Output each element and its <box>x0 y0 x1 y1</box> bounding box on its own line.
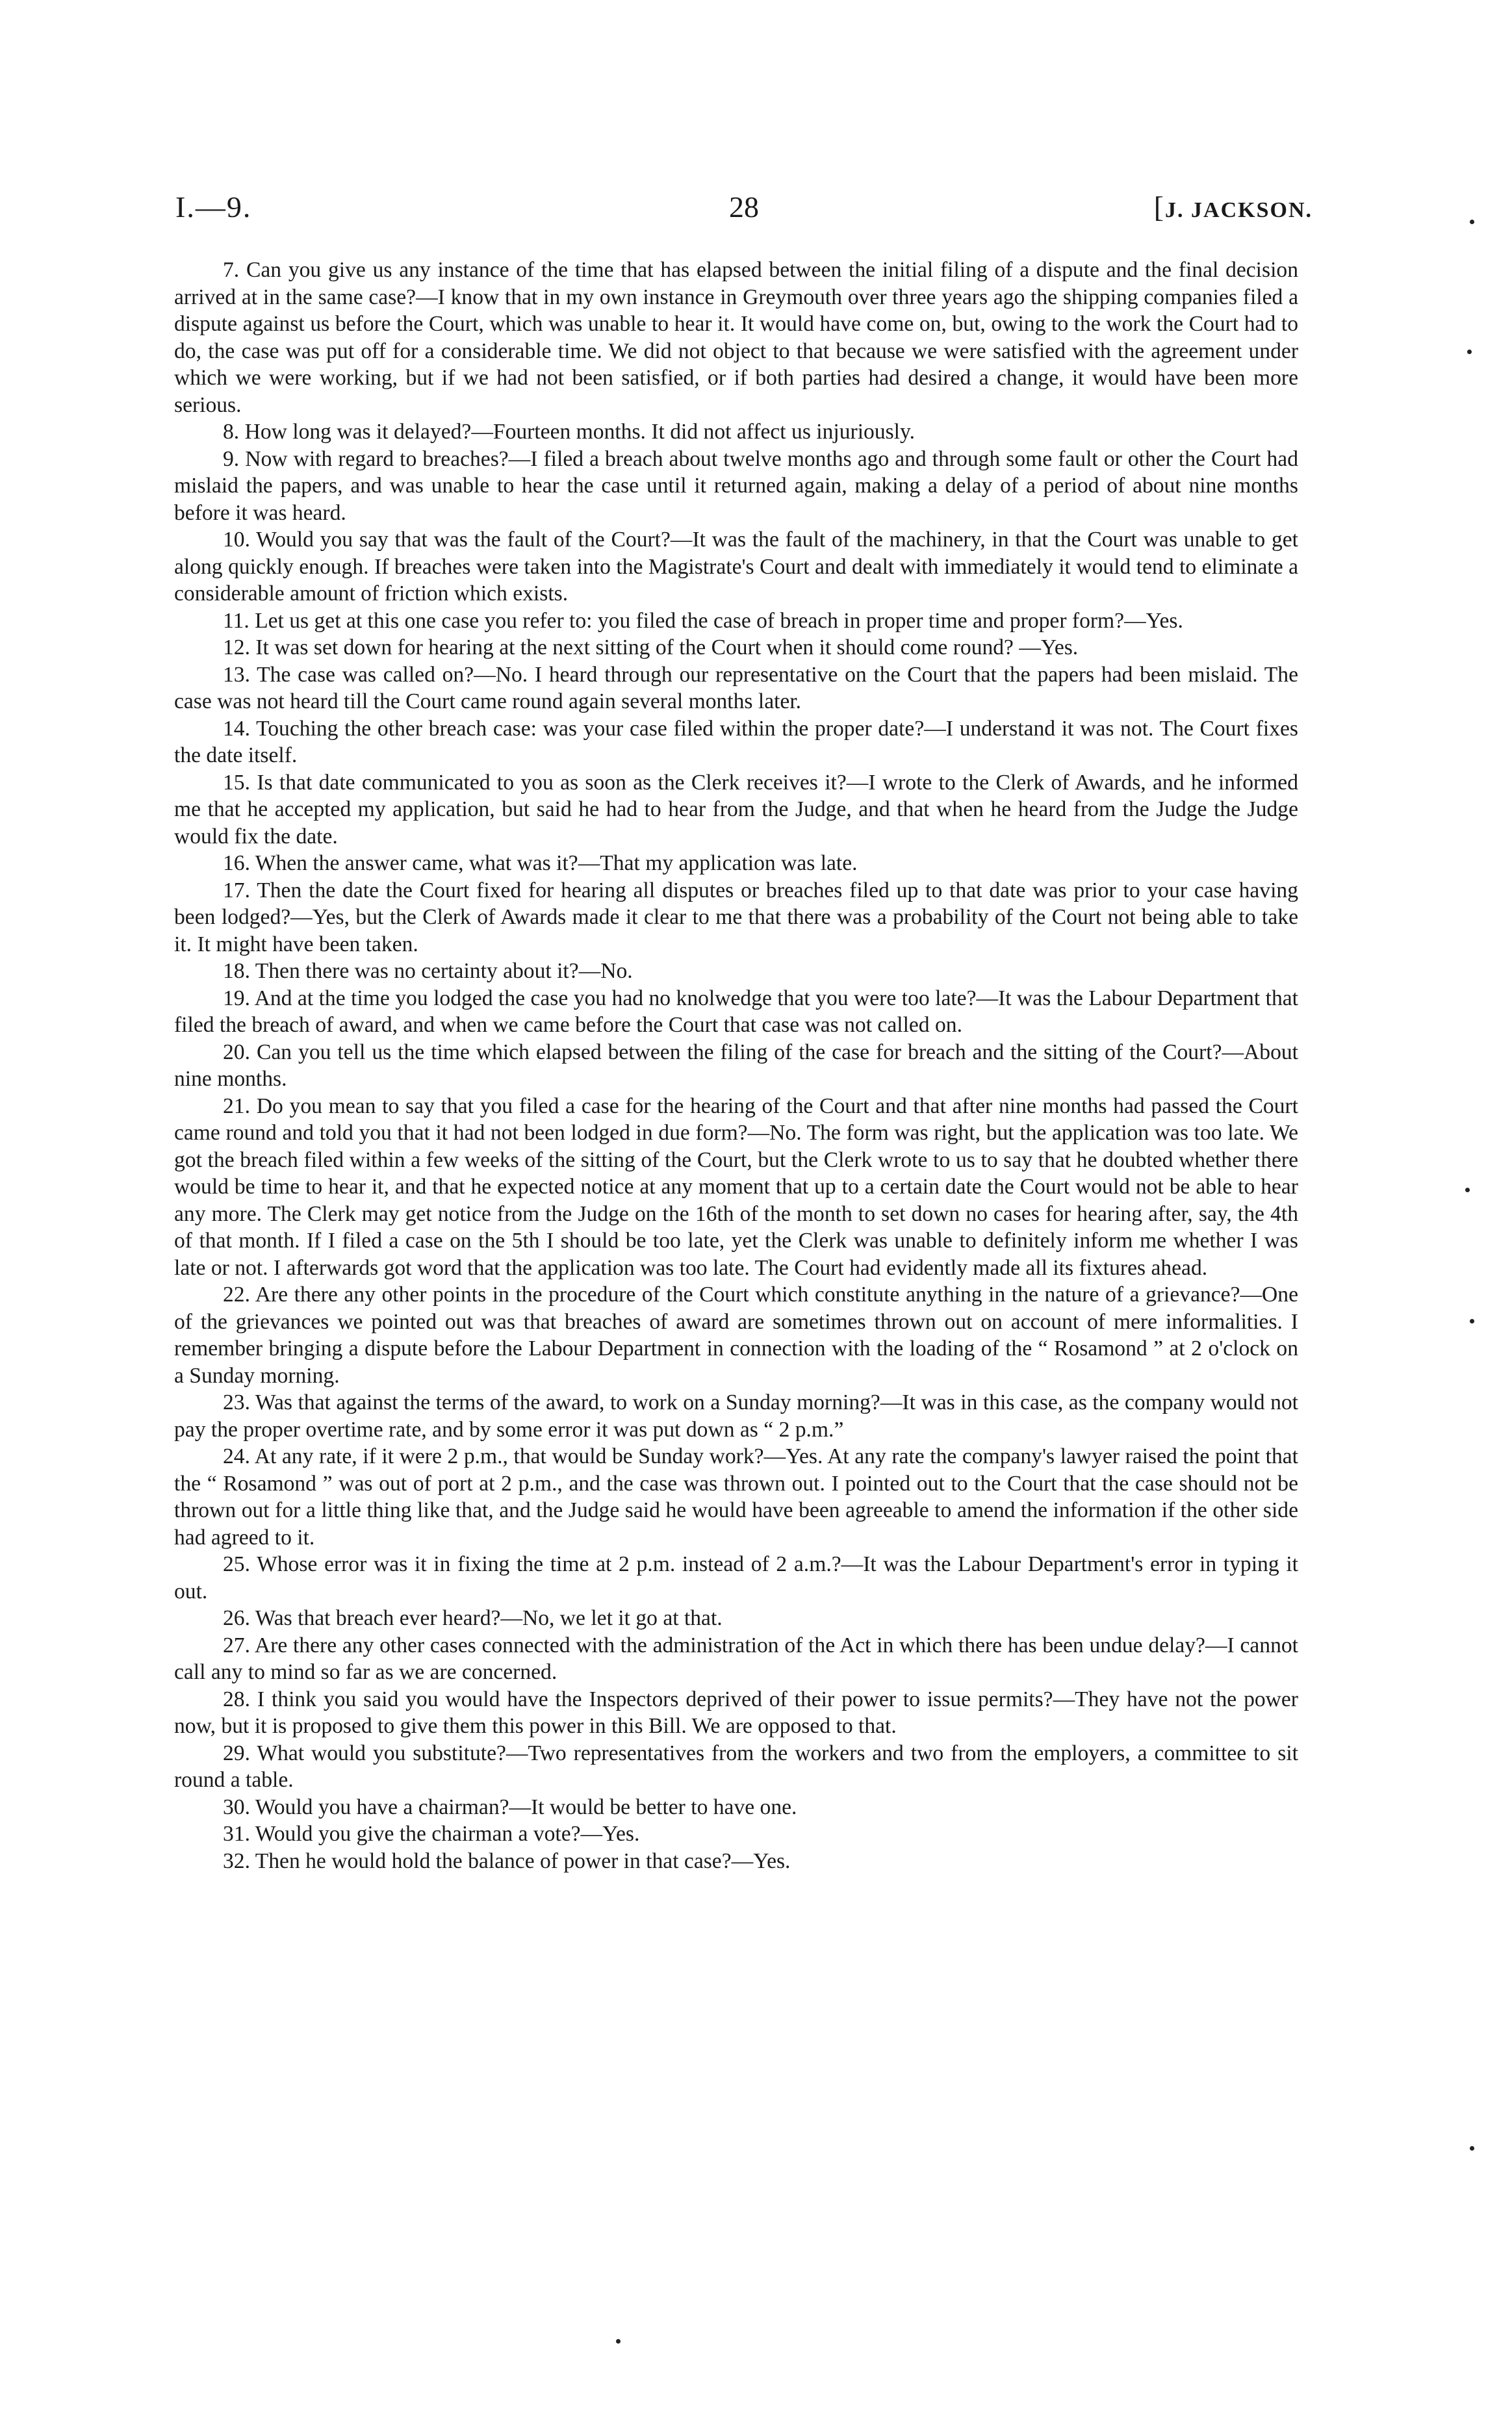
testimony-paragraph: 30. Would you have a chairman?—It would be better to have one. <box>223 1795 797 1819</box>
testimony-paragraph: 20. Can you tell us the time which elapsed between the filing of the case for breach and the sitting of the Court?—About nine months. <box>174 1040 1298 1091</box>
testimony-paragraph: 19. And at the time you lodged the case you had no knolwedge that you were too late?—It was the Labour Department that filed the breach of award, and when we came before the Court that case was not called on. <box>174 986 1298 1037</box>
scan-speck <box>1470 1319 1474 1324</box>
testimony-paragraph: 12. It was set down for hearing at the next sitting of the Court when it should come round? —Yes. <box>223 635 1079 659</box>
testimony-paragraph: 26. Was that breach ever heard?—No, we let it go at that. <box>223 1606 723 1630</box>
testimony-paragraph: 9. Now with regard to breaches?—I filed a breach about twelve months ago and through some fault or other the Court had mislaid the papers, and was unable to hear the case until it returned again, making a delay of a period of about nine months before it was heard. <box>174 446 1298 525</box>
testimony-paragraph: 21. Do you mean to say that you filed a case for the hearing of the Court and that after nine months had passed the Court came round and told you that it had not been lodged in due form?—No. The form was right, but the application was too late. We got the breach filed within a few weeks of the sitting of the Court, but the Clerk wrote to us to say that he doubted whether there would be time to hear it, and that he expected notice at any moment that up to a certain date the Court would not be able to hear any more. The Clerk may get notice from the Judge on the 16th of the month to set down no cases for hearing after, say, the 4th of that month. If I filed a case on the 5th I should be too late, yet the Clerk was unable to definitely inform me whether I was late or not. I afterwards got word that the application was too late. The Court had evidently made all its fixtures ahead. <box>174 1093 1298 1280</box>
header-bracket: [ <box>1153 190 1166 224</box>
testimony-paragraph: 25. Whose error was it in fixing the time at 2 p.m. instead of 2 a.m.?—It was the Labour Department's error in typing it out. <box>174 1552 1298 1604</box>
scan-speck <box>1470 2146 1474 2151</box>
witness-name-text: J. JACKSON. <box>1165 198 1313 222</box>
testimony-paragraph: 24. At any rate, if it were 2 p.m., that would be Sunday work?—Yes. At any rate the company's lawyer raised the point that the “ Rosamond ” was out of port at 2 p.m., and the case was thrown out. I pointed out to the Court that the case should not be thrown out for a little thing like that, and the Judge said he would have been agreeable to amend the information if the other side had agreed to it. <box>174 1444 1298 1550</box>
testimony-paragraph: 17. Then the date the Court fixed for hearing all disputes or breaches filed up to that date was prior to your case having been lodged?—Yes, but the Clerk of Awards made it clear to me that there was a probability of the Court not being able to take it. It might have been taken. <box>174 878 1298 956</box>
scan-speck <box>1467 350 1472 354</box>
testimony-paragraph: 13. The case was called on?—No. I heard through our representative on the Court that the papers had been mislaid. The case was not heard till the Court came round again several months later. <box>174 662 1298 713</box>
witness-name <box>1154 190 1313 224</box>
testimony-paragraph: 28. I think you said you would have the Inspectors deprived of their power to issue permits?—They have not the power now, but it is proposed to give them this power in this Bill. We are opposed to that. <box>174 1687 1298 1738</box>
testimony-paragraph: 27. Are there any other cases connected with the administration of the Act in which there has been undue delay?—I cannot call any to mind so far as we are concerned. <box>174 1633 1298 1684</box>
scan-speck <box>616 2339 621 2344</box>
testimony-paragraph: 10. Would you say that was the fault of the Court?—It was the fault of the machinery, in that the Court was unable to get along quickly enough. If breaches were taken into the Magistrate's Court and dealt with immediately it would tend to eliminate a considerable amount of friction which exists. <box>174 528 1298 606</box>
page-number: 28 <box>729 190 759 224</box>
testimony-paragraph: 22. Are there any other points in the procedure of the Court which constitute anything in the nature of a grievance?—One of the grievances we pointed out was that breaches of award are sometimes thrown out on account of mere informalities. I remember bringing a dispute before the Labour Department in connection with the loading of the “ Rosamond ” at 2 o'clock on a Sunday morning. <box>174 1283 1298 1388</box>
testimony-body <box>174 257 1298 1874</box>
testimony-paragraph: 8. How long was it delayed?—Fourteen months. It did not affect us injuriously. <box>223 420 916 444</box>
testimony-paragraph: 11. Let us get at this one case you refer to: you filed the case of breach in proper time and proper form?—Yes. <box>223 608 1183 633</box>
paper-reference: I.—9. <box>175 190 252 224</box>
testimony-paragraph: 7. Can you give us any instance of the time that has elapsed between the initial filing of a dispute and the final decision arrived at in the same case?—I know that in my own instance in Greymouth over three years ago the shipping companies filed a dispute against us before the Court, which was unable to hear it. It would have come on, but, owing to the work the Court had to do, the case was put off for a considerable time. We did not object to that because we were satisfied with the agreement under which we were working, but if we had not been satisfied, or if both parties had desired a change, it would have been more serious. <box>174 258 1298 417</box>
testimony-paragraph: 23. Was that against the terms of the award, to work on a Sunday morning?—It was in this case, as the company would not pay the proper overtime rate, and by some error it was put down as “ 2 p.m.” <box>174 1390 1298 1442</box>
page-header <box>175 190 1313 229</box>
scan-speck <box>1470 220 1474 224</box>
testimony-paragraph: 15. Is that date communicated to you as soon as the Clerk receives it?—I wrote to the Clerk of Awards, and he informed me that he accepted my application, but said he had to hear from the Judge, and that when he heard from the Judge the Judge would fix the date. <box>174 770 1298 849</box>
testimony-paragraph: 16. When the answer came, what was it?—That my application was late. <box>223 851 858 875</box>
testimony-paragraph: 32. Then he would hold the balance of power in that case?—Yes. <box>223 1848 791 1873</box>
testimony-paragraph: 31. Would you give the chairman a vote?—Yes. <box>223 1822 640 1846</box>
testimony-paragraph: 14. Touching the other breach case: was your case filed within the proper date?—I understand it was not. The Court fixes the date itself. <box>174 716 1298 767</box>
scan-speck <box>1465 1188 1470 1192</box>
testimony-paragraph: 29. What would you substitute?—Two representatives from the workers and two from the employers, a committee to sit round a table. <box>174 1741 1298 1792</box>
testimony-paragraph: 18. Then there was no certainty about it?—No. <box>223 959 633 983</box>
